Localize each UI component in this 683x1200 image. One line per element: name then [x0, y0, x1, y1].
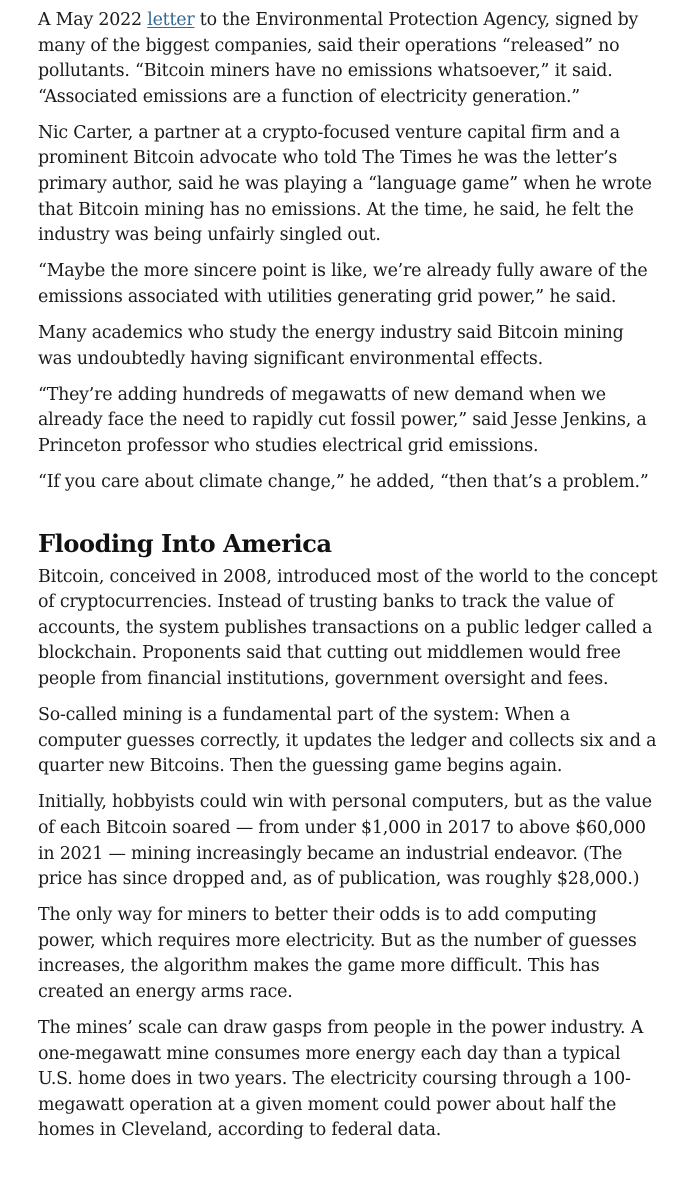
section-heading: Flooding Into America [38, 528, 332, 558]
paragraph-nic-carter: Nic Carter, a partner at a crypto-focused venture capital firm and a prominent Bitcoin advocate who told The Times he was the letter’s primary author, said he was playing a “language game” when he wrote that Bitcoin mining has no emissions. At the time, he said, he felt the industry was being unfairly singled out. [38, 122, 652, 246]
letter-link[interactable]: letter [147, 10, 195, 30]
paragraph-mining-explained: So-called mining is a fundamental part of the system: When a computer guesses correctly, it updates the ledger and collects six and a quarter new Bitcoins. Then the guessing game begins again. [38, 705, 657, 777]
paragraph-academics: Many academics who study the energy industry said Bitcoin mining was undoubtedly having significant environmental effects. [38, 323, 624, 369]
paragraph-sincere-point: “Maybe the more sincere point is like, we’re already fully aware of the emissions associated with utilities generating grid power,” he said. [38, 261, 648, 307]
paragraph-jenkins-quote: “They’re adding hundreds of megawatts of new demand when we already face the need to rapidly cut fossil power,” said Jesse Jenkins, a Princeton professor who studies electrical grid emissions. [38, 384, 647, 456]
paragraph-text: to the Environmental Protection Agency, signed by many of the biggest companies, said their operations “released” no pollutants. “Bitcoin miners have no emissions whatsoever,” it said. “Associated emissions are a function of electricity generation.” [38, 10, 639, 107]
paragraph-climate-change: “If you care about climate change,” he added, “then that’s a problem.” [38, 472, 649, 492]
paragraph-hobbyists: Initially, hobbyists could win with personal computers, but as the value of each Bitcoin soared — from under $1,000 in 2017 to above $60,000 in 2021 — mining increasingly became an industrial endeavor. (The price has since dropped and, as of publication, was roughly $28,000.) [38, 792, 652, 890]
paragraph-text: A May 2022 [38, 10, 148, 30]
paragraph-mine-scale: The mines’ scale can draw gasps from people in the power industry. A one-megawatt mine consumes more energy each day than a typical U.S. home does in two years. The electricity coursing through a 100-megawatt operation at a given moment could power about half the homes in Cleveland, according to federal data. [38, 1018, 644, 1141]
paragraph-energy-arms-race: The only way for miners to better their odds is to add computing power, which requires more electricity. But as the number of guesses increases, the algorithm makes the game more difficult. This has created an energy arms race. [38, 905, 637, 1002]
paragraph-bitcoin-origin: Bitcoin, conceived in 2008, introduced most of the world to the concept of cryptocurrencies. Instead of trusting banks to track the value of accounts, the system publishes transactions on a public ledger called a blockchain. Proponents said that cutting out middlemen would free people from financial institutions, government oversight and fees. [38, 566, 658, 689]
article-body [38, 8, 658, 1155]
paragraph-epa-letter [38, 8, 658, 110]
